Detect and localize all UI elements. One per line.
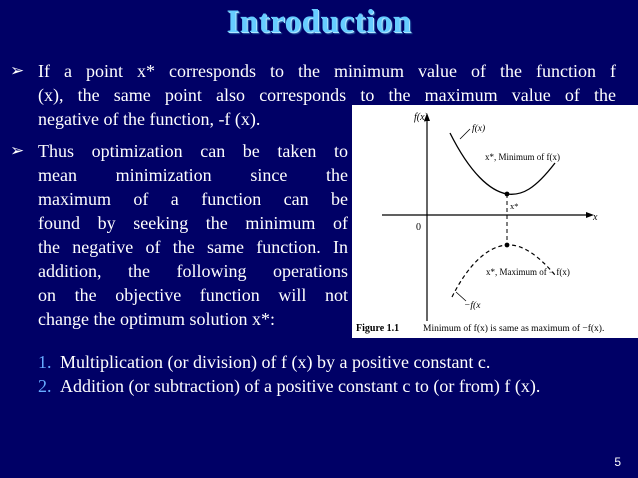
list-item-text: Addition (or subtraction) of a positive constant c to (or from) f (x). [60, 376, 541, 396]
curve-f-leader [460, 129, 470, 139]
figure-panel [352, 105, 638, 338]
bullet-2-line-1: Thus optimization can be taken to [38, 141, 348, 161]
y-axis-label: f(x) [414, 112, 428, 123]
origin-label: 0 [416, 222, 421, 233]
x-axis-label: x [593, 212, 598, 223]
minimum-label: x*, Minimum of f(x) [485, 152, 560, 162]
slide-title: Introduction [226, 4, 412, 40]
bullet-1-line-3: negative of the function, -f (x). [38, 109, 261, 129]
bullet-2-line-3: maximum of a function can be [38, 189, 348, 209]
figure-caption-prefix: Figure 1.1 [356, 323, 400, 334]
bullet-arrow-icon: ➢ [10, 141, 25, 161]
operations-list [38, 350, 638, 398]
curve-f [450, 133, 555, 194]
bullet-2-line-8: change the optimum solution x*: [38, 309, 275, 329]
bullet-arrow-icon: ➢ [10, 61, 25, 81]
bullet-2-line-6: addition, the following operations [38, 261, 348, 281]
page-number: 5 [614, 455, 621, 469]
list-item-number: 1. [38, 352, 52, 372]
list-item-number: 2. [38, 376, 52, 396]
bullet-2-line-7: on the objective function will not [38, 285, 348, 305]
list-item [38, 350, 638, 374]
bullet-2-line-5: the negative of the same function. In [38, 237, 348, 257]
bullet-1-line-1: If a point x* corresponds to the minimum value of the function f [38, 61, 616, 81]
curve-neg-f-leader [456, 292, 466, 301]
curve-f-label: f(x) [472, 124, 486, 134]
figure-diagram [352, 105, 638, 338]
bullet-1-line-2: (x), the same point also corresponds to the maximum value of the [38, 85, 616, 105]
list-item-text: Multiplication (or division) of f (x) by a positive constant c. [60, 352, 491, 372]
maximum-label: x*, Maximum of − f(x) [486, 267, 570, 277]
xstar-label: x* [510, 201, 519, 211]
curve-neg-f-label: −f(x [464, 301, 481, 311]
bullet-2-text [38, 139, 348, 331]
figure-caption-text: Minimum of f(x) is same as maximum of −f(x). [423, 324, 605, 334]
maximum-point [505, 243, 510, 248]
list-item [38, 374, 638, 398]
bullet-2-line-2: mean minimization since the [38, 165, 348, 185]
bullet-2-line-4: found by seeking the minimum of [38, 213, 348, 233]
